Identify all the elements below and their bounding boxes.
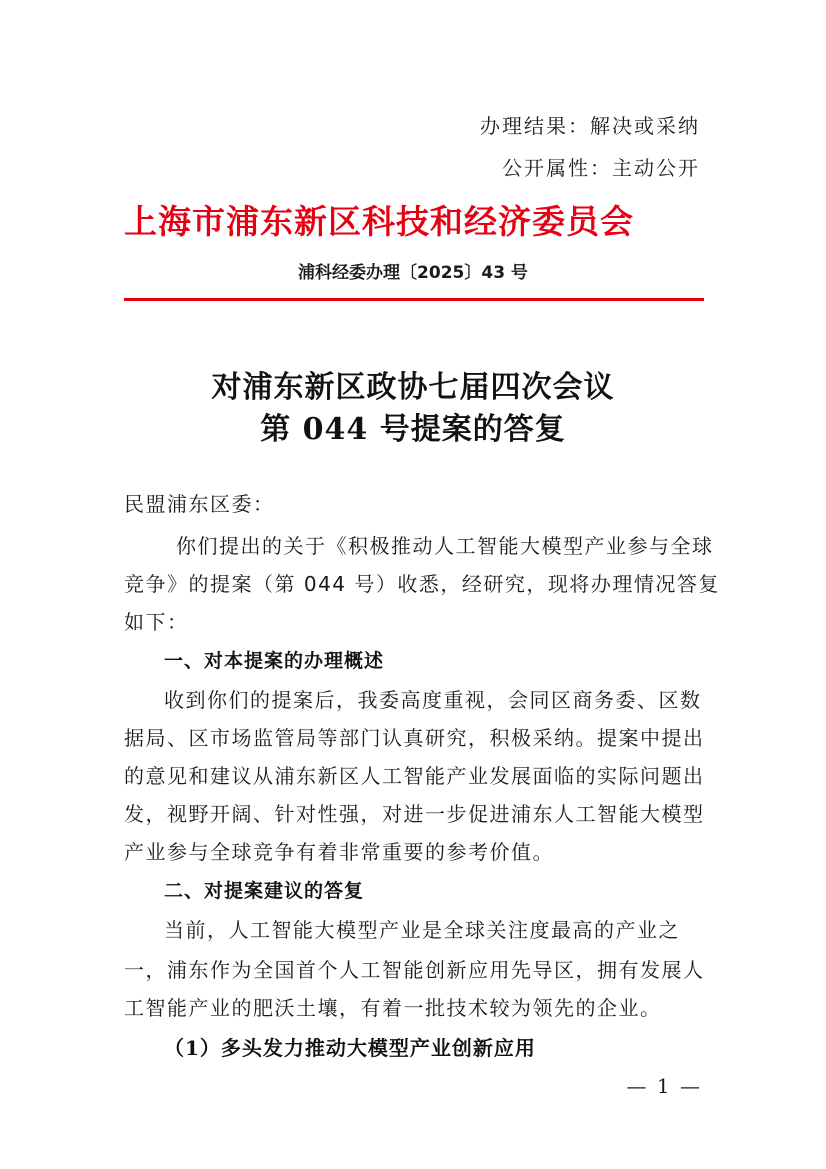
intro-line: 你们提出的关于《积极推动人工智能大模型产业参与全球: [176, 534, 714, 558]
subsection-heading-1: （1）多头发力推动大模型产业创新应用: [164, 1036, 536, 1060]
section1-line: 收到你们的提案后，我委高度重视，会同区商务委、区数: [164, 688, 702, 712]
salutation: 民盟浦东区委：: [124, 492, 275, 516]
handling-result: 办理结果：解决或采纳: [480, 114, 700, 138]
section2-line: 工智能产业的肥沃土壤，有着一批技术较为领先的企业。: [124, 996, 662, 1020]
disclosure-attribute: 公开属性：主动公开: [502, 156, 700, 180]
page-number: — 1 —: [626, 1074, 702, 1098]
section1-line: 的意见和建议从浦东新区人工智能产业发展面临的实际问题出: [124, 764, 705, 788]
section1-line: 产业参与全球竞争有着非常重要的参考价值。: [124, 840, 554, 864]
section-heading-1: 一、对本提案的办理概述: [164, 650, 385, 672]
red-divider: [124, 298, 704, 301]
section-heading-2: 二、对提案建议的答复: [164, 880, 365, 902]
section1-line: 据局、区市场监管局等部门认真研究，积极采纳。提案中提出: [124, 726, 705, 750]
intro-line: 竞争》的提案（第 044 号）收悉，经研究，现将办理情况答复: [124, 572, 720, 596]
organization-name: 上海市浦东新区科技和经济委员会: [124, 202, 634, 241]
document-title-line-1: 对浦东新区政协七届四次会议: [211, 370, 615, 405]
document-title-line-2: 第 044 号提案的答复: [260, 412, 566, 447]
section2-line: 当前，人工智能大模型产业是全球关注度最高的产业之: [164, 918, 680, 942]
document-number: 浦科经委办理〔2025〕43 号: [298, 263, 528, 283]
section1-line: 发，视野开阔、针对性强，对进一步促进浦东人工智能大模型: [124, 802, 705, 826]
section2-line: 一，浦东作为全国首个人工智能创新应用先导区，拥有发展人: [124, 958, 705, 982]
intro-line: 如下：: [124, 610, 189, 634]
